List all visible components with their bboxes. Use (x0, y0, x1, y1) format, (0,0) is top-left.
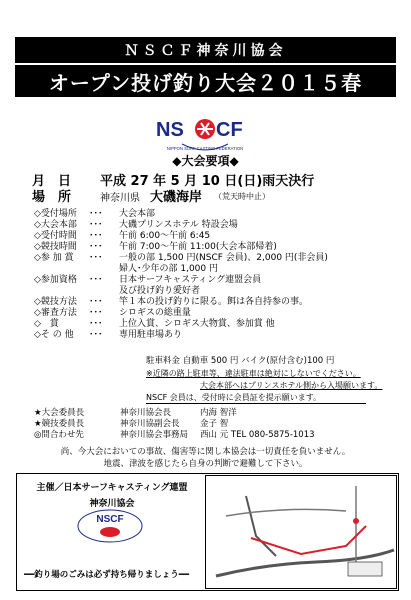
detail-sep: ･･･ (89, 319, 103, 329)
logo-text-ns: NS (156, 119, 184, 141)
detail-value: 一般の部 1,500 円(NSCF 会員)、2,000 円(非会員) (119, 253, 328, 263)
event-title: オープン投げ釣り大会２０１５春 (15, 65, 396, 97)
org-banner: ＮＳＣＦ神奈川協会 (15, 37, 396, 63)
detail-value: 大会本部 (119, 209, 156, 219)
entrance-note: 大会本部へはプリンスホテル側から入場願います。 (200, 381, 383, 390)
hotel-marker (348, 562, 382, 576)
date-label: 月 日 (32, 174, 72, 189)
detail-row (34, 308, 191, 319)
staff-name: 西山 元 TEL 080-5875-1013 (200, 430, 315, 440)
detail-row (34, 330, 182, 341)
detail-sep: ･･･ (89, 275, 103, 285)
tsunami-notice: 地震、津波を感じたら自身の判断で避難して下さい。 (103, 459, 308, 469)
detail-value: 午前 6:00～午前 6:45 (119, 231, 211, 241)
detail-sep: ･･･ (89, 220, 103, 230)
staff-name: 内海 智洋 (200, 408, 237, 418)
sponsor: 主催／日本サーフキャスティング連盟 (36, 483, 188, 493)
member-card-note: NSCF 会員は、受付時に会員証を提示願います。 (146, 393, 322, 402)
detail-value: 婦人･少年の部 1,000 円 (119, 264, 218, 274)
detail-key: ◇受付時間 (34, 231, 77, 241)
date-value: 平成 27 年 5 月 10 日(日)雨天決行 (100, 174, 315, 189)
place-pref: 神奈川県 (100, 193, 140, 204)
detail-value: 及び投げ釣り愛好者 (119, 286, 201, 296)
place-note: （荒天時中止） (214, 192, 270, 201)
logo-ring-text: NIPPON SURF CASTING FEDERATION (166, 146, 244, 151)
detail-sep: ･･･ (89, 242, 103, 252)
detail-sep: ･･･ (89, 308, 103, 318)
detail-row (34, 275, 261, 286)
detail-row (34, 231, 210, 242)
liability-notice: 尚、今大会においての事故、傷害等に関し本協会は一切責任を負いません。 (60, 447, 351, 457)
slogan: ━━釣り場のごみは必ず持ち帰りましょう━━ (24, 570, 189, 580)
detail-key: ◇競技方法 (34, 297, 77, 307)
venue-marker (353, 518, 359, 524)
section-title: ◆大会要項◆ (172, 154, 239, 168)
footer-logo (75, 508, 145, 544)
staff-org: 神奈川協会事務局 (120, 430, 189, 440)
detail-sep: ･･･ (89, 231, 103, 241)
fish-icon (100, 527, 120, 537)
detail-sep: ･･･ (89, 253, 103, 263)
detail-key: ◇参 加 賞 (34, 253, 74, 263)
footer-logo-text: NSCF (96, 514, 124, 525)
detail-key: ◇大会本部 (34, 220, 77, 230)
detail-row (34, 264, 218, 275)
detail-value: 日本サーフキャスティング連盟会員 (119, 275, 262, 285)
detail-value: 大磯プリンスホテル 特設会場 (119, 220, 238, 230)
detail-sep: ･･･ (89, 330, 103, 340)
place-name: 大磯海岸 (150, 190, 203, 205)
detail-row (34, 209, 155, 220)
detail-row (34, 286, 200, 297)
detail-value: シロギスの総重量 (119, 308, 191, 318)
detail-key: ◇競技時間 (34, 242, 77, 252)
detail-value: 専用駐車場あり (119, 330, 183, 340)
staff-role: ◎問合わせ先 (34, 430, 84, 440)
staff-org: 神奈川協副会長 (120, 419, 180, 429)
detail-sep: ･･･ (89, 297, 103, 307)
detail-row (34, 220, 238, 231)
logo-text-cf: CF (216, 119, 243, 141)
parking-warning: ※近隣の路上駐車等、違法駐車は絶対にしないでください。 (146, 369, 361, 378)
staff-role: ★競技委員長 (34, 419, 85, 429)
detail-row (34, 242, 277, 253)
detail-key: ◇審査方法 (34, 308, 77, 318)
nscf-logo (152, 106, 258, 156)
detail-row (34, 253, 328, 264)
detail-value: 竿１本の投げ釣りに限る。餌は各自持参の事。 (119, 297, 309, 307)
association: 神奈川協会 (89, 499, 135, 509)
divider (146, 403, 366, 404)
access-map (205, 475, 397, 589)
detail-key: ◇受付場所 (34, 209, 77, 219)
detail-row (34, 319, 275, 330)
parking-fee: 駐車料金 自動車 500 円 バイク(原付含む)100 円 (146, 356, 335, 366)
detail-value: 上位入賞、シロギス大物賞、参加賞 他 (119, 319, 275, 329)
detail-key: ◇参加資格 (34, 275, 77, 285)
detail-value: 午前 7:00～午前 11:00(大会本部帰着) (119, 242, 277, 252)
place-label: 場 所 (32, 190, 72, 205)
staff-org: 神奈川協会長 (120, 408, 172, 418)
detail-key: ◇ 賞 (34, 319, 59, 329)
detail-key: ◇そ の 他 (34, 330, 74, 340)
staff-role: ★大会委員長 (34, 408, 85, 418)
staff-name: 金子 智 (200, 419, 229, 429)
detail-sep: ･･･ (89, 209, 103, 219)
footer-info (22, 480, 202, 509)
detail-row (34, 297, 308, 308)
